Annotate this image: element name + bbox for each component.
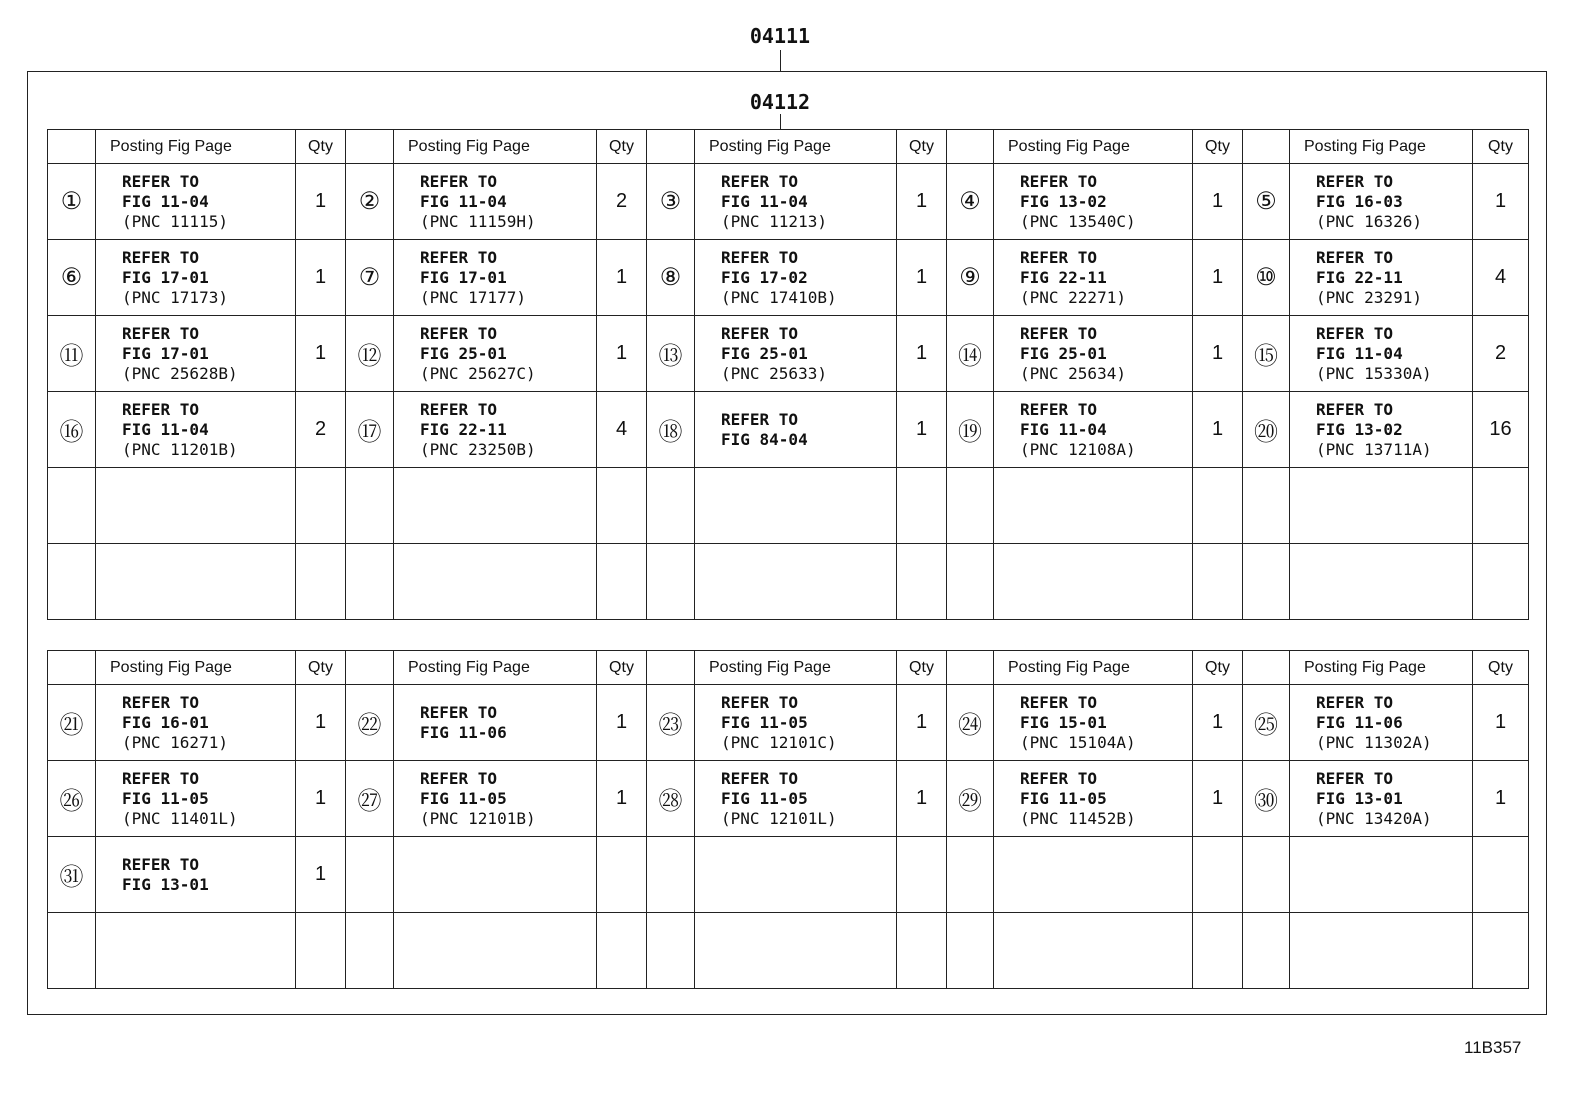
item-qty: 1 bbox=[897, 164, 947, 240]
item-qty bbox=[296, 913, 346, 989]
posting-reference bbox=[994, 468, 1193, 544]
pnc-line: (PNC 17177) bbox=[420, 287, 526, 307]
header-qty: Qty bbox=[296, 651, 346, 685]
header-number-cell bbox=[1243, 130, 1290, 164]
pnc-line: (PNC 11452B) bbox=[1020, 808, 1136, 828]
refer-line: REFER TO bbox=[122, 854, 200, 874]
item-number bbox=[346, 913, 394, 989]
posting-reference bbox=[1290, 685, 1473, 761]
header-number-cell bbox=[48, 651, 96, 685]
refer-line: REFER TO bbox=[721, 692, 799, 712]
posting-reference bbox=[96, 913, 296, 989]
item-qty: 1 bbox=[1473, 685, 1529, 761]
item-qty: 2 bbox=[1473, 316, 1529, 392]
table-row bbox=[48, 164, 1529, 240]
header-number-cell bbox=[48, 130, 96, 164]
posting-reference bbox=[394, 240, 597, 316]
header-number-cell bbox=[346, 130, 394, 164]
posting-reference bbox=[1290, 316, 1473, 392]
fig-line: FIG 11-05 bbox=[721, 712, 808, 732]
item-number: ⑩ bbox=[1243, 240, 1290, 316]
item-qty: 1 bbox=[597, 761, 647, 837]
header-qty: Qty bbox=[1193, 651, 1243, 685]
header-number-cell bbox=[647, 130, 695, 164]
posting-reference bbox=[695, 164, 897, 240]
fig-line: FIG 17-02 bbox=[721, 267, 808, 287]
header-posting-fig-page: Posting Fig Page bbox=[994, 130, 1193, 164]
refer-line: REFER TO bbox=[1020, 692, 1098, 712]
posting-table-2 bbox=[47, 650, 1529, 989]
item-qty: 1 bbox=[1193, 316, 1243, 392]
item-qty: 1 bbox=[1473, 761, 1529, 837]
refer-line: REFER TO bbox=[420, 399, 498, 419]
fig-line: FIG 22-11 bbox=[1316, 267, 1403, 287]
item-qty bbox=[1473, 913, 1529, 989]
fig-line: FIG 13-01 bbox=[1316, 788, 1403, 808]
posting-reference bbox=[695, 544, 897, 620]
pnc-line: (PNC 13711A) bbox=[1316, 439, 1432, 459]
pnc-line: (PNC 12101B) bbox=[420, 808, 536, 828]
refer-line: REFER TO bbox=[420, 768, 498, 788]
item-qty bbox=[897, 468, 947, 544]
item-qty: 1 bbox=[296, 761, 346, 837]
fig-line: FIG 11-04 bbox=[420, 191, 507, 211]
fig-line: FIG 25-01 bbox=[420, 343, 507, 363]
fig-line: FIG 11-05 bbox=[420, 788, 507, 808]
item-number bbox=[947, 837, 994, 913]
pnc-line: (PNC 12108A) bbox=[1020, 439, 1136, 459]
posting-reference bbox=[394, 164, 597, 240]
item-qty: 1 bbox=[897, 761, 947, 837]
posting-reference bbox=[96, 468, 296, 544]
item-qty bbox=[597, 913, 647, 989]
refer-line: REFER TO bbox=[721, 171, 799, 191]
fig-line: FIG 11-06 bbox=[1316, 712, 1403, 732]
item-qty bbox=[1473, 544, 1529, 620]
item-number: ㉚ bbox=[1243, 761, 1290, 837]
item-number: ⑬ bbox=[647, 316, 695, 392]
item-qty: 1 bbox=[897, 685, 947, 761]
item-qty: 1 bbox=[897, 316, 947, 392]
pnc-line: (PNC 25633) bbox=[721, 363, 827, 383]
item-number: ㉗ bbox=[346, 761, 394, 837]
refer-line: REFER TO bbox=[1020, 768, 1098, 788]
header-qty: Qty bbox=[1473, 651, 1529, 685]
posting-reference bbox=[1290, 164, 1473, 240]
refer-line: REFER TO bbox=[1316, 692, 1394, 712]
fig-line: FIG 13-02 bbox=[1020, 191, 1107, 211]
refer-line: REFER TO bbox=[1316, 171, 1394, 191]
pnc-line: (PNC 11159H) bbox=[420, 211, 536, 231]
item-number bbox=[1243, 913, 1290, 989]
fig-line: FIG 17-01 bbox=[420, 267, 507, 287]
fig-line: FIG 15-01 bbox=[1020, 712, 1107, 732]
header-posting-fig-page: Posting Fig Page bbox=[394, 130, 597, 164]
posting-reference bbox=[394, 913, 597, 989]
item-qty bbox=[597, 837, 647, 913]
table-header-row bbox=[48, 651, 1529, 685]
item-number bbox=[1243, 837, 1290, 913]
pnc-line: (PNC 11201B) bbox=[122, 439, 238, 459]
posting-reference bbox=[994, 316, 1193, 392]
pnc-line: (PNC 11401L) bbox=[122, 808, 238, 828]
posting-reference bbox=[695, 468, 897, 544]
posting-reference bbox=[96, 837, 296, 913]
item-number: ㉖ bbox=[48, 761, 96, 837]
item-number: ⑥ bbox=[48, 240, 96, 316]
item-qty: 2 bbox=[296, 392, 346, 468]
item-qty: 1 bbox=[296, 240, 346, 316]
posting-reference bbox=[994, 913, 1193, 989]
item-number bbox=[346, 468, 394, 544]
refer-line: REFER TO bbox=[1316, 768, 1394, 788]
item-number bbox=[346, 837, 394, 913]
pnc-line: (PNC 13540C) bbox=[1020, 211, 1136, 231]
fig-line: FIG 17-01 bbox=[122, 267, 209, 287]
refer-line: REFER TO bbox=[721, 409, 799, 429]
header-posting-fig-page: Posting Fig Page bbox=[994, 651, 1193, 685]
fig-line: FIG 13-02 bbox=[1316, 419, 1403, 439]
posting-reference bbox=[994, 685, 1193, 761]
posting-reference bbox=[394, 392, 597, 468]
refer-line: REFER TO bbox=[1316, 323, 1394, 343]
item-number: ⑧ bbox=[647, 240, 695, 316]
posting-reference bbox=[96, 761, 296, 837]
posting-reference bbox=[695, 392, 897, 468]
refer-line: REFER TO bbox=[420, 323, 498, 343]
posting-reference bbox=[394, 468, 597, 544]
item-number: ㉛ bbox=[48, 837, 96, 913]
posting-reference bbox=[394, 316, 597, 392]
posting-reference bbox=[394, 837, 597, 913]
refer-line: REFER TO bbox=[122, 247, 200, 267]
item-number: ⑯ bbox=[48, 392, 96, 468]
item-number: ㉕ bbox=[1243, 685, 1290, 761]
header-qty: Qty bbox=[597, 130, 647, 164]
item-qty bbox=[1473, 837, 1529, 913]
main-label-leader-line bbox=[780, 50, 781, 72]
item-number: ⑦ bbox=[346, 240, 394, 316]
fig-line: FIG 11-05 bbox=[122, 788, 209, 808]
item-number: ㉘ bbox=[647, 761, 695, 837]
item-qty bbox=[296, 544, 346, 620]
fig-line: FIG 22-11 bbox=[1020, 267, 1107, 287]
item-qty: 2 bbox=[597, 164, 647, 240]
pnc-line: (PNC 15330A) bbox=[1316, 363, 1432, 383]
item-qty bbox=[897, 837, 947, 913]
pnc-line: (PNC 17410B) bbox=[721, 287, 837, 307]
table-row bbox=[48, 392, 1529, 468]
header-number-cell bbox=[947, 130, 994, 164]
refer-line: REFER TO bbox=[721, 247, 799, 267]
pnc-line: (PNC 16326) bbox=[1316, 211, 1422, 231]
refer-line: REFER TO bbox=[122, 768, 200, 788]
posting-reference bbox=[994, 164, 1193, 240]
posting-reference bbox=[96, 544, 296, 620]
header-posting-fig-page: Posting Fig Page bbox=[1290, 651, 1473, 685]
item-number: ⑫ bbox=[346, 316, 394, 392]
header-number-cell bbox=[1243, 651, 1290, 685]
item-qty bbox=[1193, 913, 1243, 989]
pnc-line: (PNC 15104A) bbox=[1020, 732, 1136, 752]
item-number bbox=[48, 468, 96, 544]
item-number bbox=[1243, 544, 1290, 620]
header-posting-fig-page: Posting Fig Page bbox=[96, 651, 296, 685]
fig-line: FIG 25-01 bbox=[721, 343, 808, 363]
posting-reference bbox=[695, 761, 897, 837]
table-row bbox=[48, 544, 1529, 620]
refer-line: REFER TO bbox=[122, 323, 200, 343]
refer-line: REFER TO bbox=[1316, 399, 1394, 419]
item-qty bbox=[597, 544, 647, 620]
item-qty: 1 bbox=[1473, 164, 1529, 240]
item-number: ④ bbox=[947, 164, 994, 240]
fig-line: FIG 22-11 bbox=[420, 419, 507, 439]
item-number: ⑭ bbox=[947, 316, 994, 392]
item-qty: 1 bbox=[597, 685, 647, 761]
posting-reference bbox=[1290, 761, 1473, 837]
fig-line: FIG 17-01 bbox=[122, 343, 209, 363]
item-number: ㉑ bbox=[48, 685, 96, 761]
header-number-cell bbox=[947, 651, 994, 685]
posting-reference bbox=[994, 240, 1193, 316]
item-number: ㉔ bbox=[947, 685, 994, 761]
fig-line: FIG 11-04 bbox=[122, 191, 209, 211]
fig-line: FIG 84-04 bbox=[721, 429, 808, 449]
item-number bbox=[947, 468, 994, 544]
fig-line: FIG 11-04 bbox=[721, 191, 808, 211]
item-number bbox=[647, 544, 695, 620]
pnc-line: (PNC 25627C) bbox=[420, 363, 536, 383]
pnc-line: (PNC 23291) bbox=[1316, 287, 1422, 307]
item-qty bbox=[296, 468, 346, 544]
main-assembly-label: 04111 bbox=[749, 24, 811, 48]
fig-line: FIG 16-01 bbox=[122, 712, 209, 732]
item-number: ⑪ bbox=[48, 316, 96, 392]
table-row bbox=[48, 685, 1529, 761]
refer-line: REFER TO bbox=[122, 692, 200, 712]
fig-line: FIG 11-04 bbox=[122, 419, 209, 439]
item-number bbox=[48, 913, 96, 989]
pnc-line: (PNC 11213) bbox=[721, 211, 827, 231]
refer-line: REFER TO bbox=[1316, 247, 1394, 267]
posting-reference bbox=[394, 544, 597, 620]
refer-line: REFER TO bbox=[420, 247, 498, 267]
header-posting-fig-page: Posting Fig Page bbox=[1290, 130, 1473, 164]
posting-reference bbox=[695, 316, 897, 392]
item-qty: 4 bbox=[597, 392, 647, 468]
posting-reference bbox=[1290, 392, 1473, 468]
item-qty: 1 bbox=[1193, 761, 1243, 837]
fig-line: FIG 11-06 bbox=[420, 722, 507, 742]
posting-reference bbox=[1290, 468, 1473, 544]
posting-table-1 bbox=[47, 129, 1529, 620]
header-qty: Qty bbox=[1473, 130, 1529, 164]
item-number: ⑤ bbox=[1243, 164, 1290, 240]
figure-code: 11B357 bbox=[1464, 1038, 1522, 1057]
posting-reference bbox=[1290, 837, 1473, 913]
pnc-line: (PNC 25634) bbox=[1020, 363, 1126, 383]
posting-reference bbox=[994, 761, 1193, 837]
item-qty: 1 bbox=[296, 685, 346, 761]
item-qty bbox=[1193, 837, 1243, 913]
refer-line: REFER TO bbox=[1020, 323, 1098, 343]
sub-label-leader-line bbox=[780, 114, 781, 130]
refer-line: REFER TO bbox=[721, 323, 799, 343]
table-row bbox=[48, 240, 1529, 316]
item-number: ② bbox=[346, 164, 394, 240]
posting-reference bbox=[394, 685, 597, 761]
header-qty: Qty bbox=[597, 651, 647, 685]
fig-line: FIG 11-04 bbox=[1316, 343, 1403, 363]
item-qty bbox=[1473, 468, 1529, 544]
refer-line: REFER TO bbox=[122, 399, 200, 419]
item-qty bbox=[897, 544, 947, 620]
refer-line: REFER TO bbox=[1020, 247, 1098, 267]
item-number bbox=[346, 544, 394, 620]
pnc-line: (PNC 13420A) bbox=[1316, 808, 1432, 828]
item-qty: 1 bbox=[897, 240, 947, 316]
item-number: ⑳ bbox=[1243, 392, 1290, 468]
header-number-cell bbox=[346, 651, 394, 685]
header-qty: Qty bbox=[1193, 130, 1243, 164]
posting-reference bbox=[1290, 913, 1473, 989]
table-row bbox=[48, 913, 1529, 989]
header-number-cell bbox=[647, 651, 695, 685]
posting-reference bbox=[695, 685, 897, 761]
item-number bbox=[647, 837, 695, 913]
item-qty: 1 bbox=[597, 316, 647, 392]
refer-line: REFER TO bbox=[420, 702, 498, 722]
item-qty bbox=[1193, 468, 1243, 544]
item-qty bbox=[897, 913, 947, 989]
pnc-line: (PNC 16271) bbox=[122, 732, 228, 752]
posting-reference bbox=[96, 685, 296, 761]
refer-line: REFER TO bbox=[122, 171, 200, 191]
posting-reference bbox=[96, 240, 296, 316]
item-number bbox=[947, 913, 994, 989]
item-qty: 1 bbox=[296, 316, 346, 392]
header-posting-fig-page: Posting Fig Page bbox=[96, 130, 296, 164]
item-number: ⑮ bbox=[1243, 316, 1290, 392]
fig-line: FIG 16-03 bbox=[1316, 191, 1403, 211]
item-qty: 1 bbox=[1193, 164, 1243, 240]
item-number: ① bbox=[48, 164, 96, 240]
header-qty: Qty bbox=[897, 130, 947, 164]
pnc-line: (PNC 17173) bbox=[122, 287, 228, 307]
fig-line: FIG 11-05 bbox=[721, 788, 808, 808]
item-number: ⑲ bbox=[947, 392, 994, 468]
item-number: ㉙ bbox=[947, 761, 994, 837]
table-row bbox=[48, 837, 1529, 913]
posting-reference bbox=[394, 761, 597, 837]
item-number bbox=[647, 913, 695, 989]
header-qty: Qty bbox=[897, 651, 947, 685]
item-qty bbox=[597, 468, 647, 544]
posting-reference bbox=[96, 316, 296, 392]
pnc-line: (PNC 25628B) bbox=[122, 363, 238, 383]
item-qty: 1 bbox=[597, 240, 647, 316]
item-qty: 1 bbox=[1193, 685, 1243, 761]
item-number: ⑱ bbox=[647, 392, 695, 468]
item-qty: 1 bbox=[296, 837, 346, 913]
header-qty: Qty bbox=[296, 130, 346, 164]
posting-reference bbox=[695, 837, 897, 913]
item-qty: 1 bbox=[1193, 392, 1243, 468]
fig-line: FIG 11-05 bbox=[1020, 788, 1107, 808]
item-qty bbox=[1193, 544, 1243, 620]
posting-reference bbox=[695, 913, 897, 989]
posting-reference bbox=[695, 240, 897, 316]
header-posting-fig-page: Posting Fig Page bbox=[394, 651, 597, 685]
fig-line: FIG 11-04 bbox=[1020, 419, 1107, 439]
pnc-line: (PNC 23250B) bbox=[420, 439, 536, 459]
posting-reference bbox=[1290, 544, 1473, 620]
item-number bbox=[947, 544, 994, 620]
refer-line: REFER TO bbox=[420, 171, 498, 191]
item-number bbox=[48, 544, 96, 620]
posting-reference bbox=[96, 392, 296, 468]
table-row bbox=[48, 468, 1529, 544]
item-qty: 16 bbox=[1473, 392, 1529, 468]
fig-line: FIG 25-01 bbox=[1020, 343, 1107, 363]
item-number: ⑨ bbox=[947, 240, 994, 316]
item-number bbox=[1243, 468, 1290, 544]
item-qty: 1 bbox=[897, 392, 947, 468]
item-number: ㉒ bbox=[346, 685, 394, 761]
pnc-line: (PNC 22271) bbox=[1020, 287, 1126, 307]
refer-line: REFER TO bbox=[1020, 171, 1098, 191]
fig-line: FIG 13-01 bbox=[122, 874, 209, 894]
item-qty: 1 bbox=[1193, 240, 1243, 316]
posting-reference bbox=[994, 392, 1193, 468]
posting-reference bbox=[96, 164, 296, 240]
table-row bbox=[48, 761, 1529, 837]
posting-reference bbox=[994, 837, 1193, 913]
refer-line: REFER TO bbox=[721, 768, 799, 788]
table-row bbox=[48, 316, 1529, 392]
table-header-row bbox=[48, 130, 1529, 164]
pnc-line: (PNC 11115) bbox=[122, 211, 228, 231]
header-posting-fig-page: Posting Fig Page bbox=[695, 130, 897, 164]
pnc-line: (PNC 12101C) bbox=[721, 732, 837, 752]
pnc-line: (PNC 11302A) bbox=[1316, 732, 1432, 752]
posting-reference bbox=[994, 544, 1193, 620]
item-qty: 4 bbox=[1473, 240, 1529, 316]
item-number: ③ bbox=[647, 164, 695, 240]
item-number: ⑰ bbox=[346, 392, 394, 468]
item-number bbox=[647, 468, 695, 544]
pnc-line: (PNC 12101L) bbox=[721, 808, 837, 828]
item-qty: 1 bbox=[296, 164, 346, 240]
header-posting-fig-page: Posting Fig Page bbox=[695, 651, 897, 685]
refer-line: REFER TO bbox=[1020, 399, 1098, 419]
sub-assembly-label: 04112 bbox=[749, 90, 811, 114]
item-number: ㉓ bbox=[647, 685, 695, 761]
posting-reference bbox=[1290, 240, 1473, 316]
